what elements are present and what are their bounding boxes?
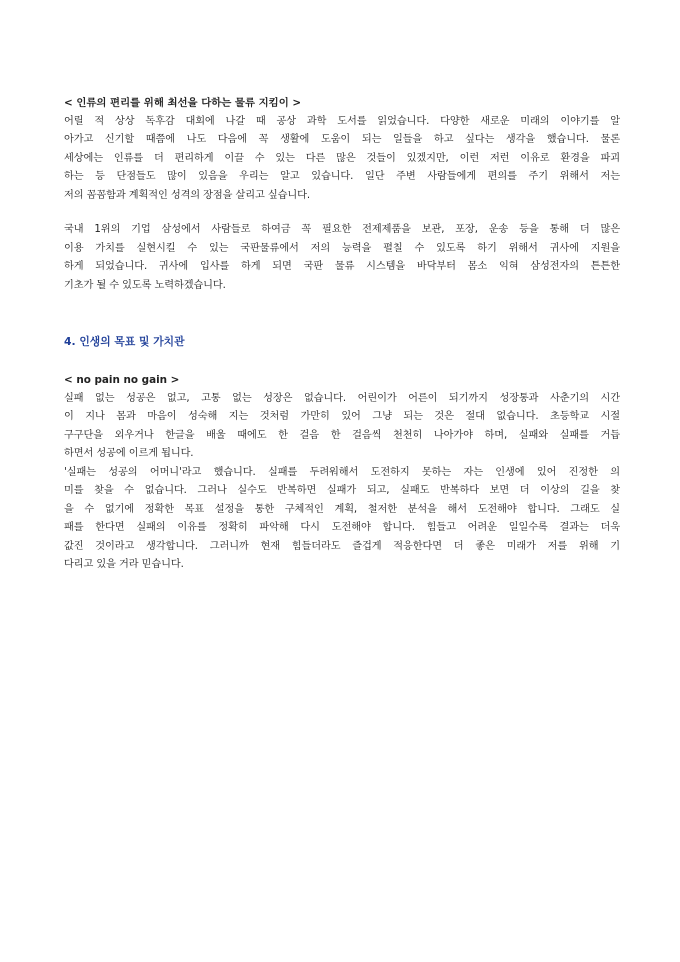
- paragraph-line: 값진 것이라고 생각합니다. 그러니까 현재 힘들더라도 즐겁게 적응한다면 더 좋은 미래가 저를 위해 기: [64, 540, 620, 552]
- paragraph-line: 국내 1위의 기업 삼성에서 사람들로 하여금 꼭 필요한 전제제품을 보관, 포장, 운송 등을 통해 더 많은: [64, 224, 620, 235]
- paragraph-line: 미를 찾을 수 없습니다. 그러나 실수도 반복하면 실패가 되고, 실패도 반복하다 보면 더 이상의 길을 찾: [64, 485, 620, 496]
- paragraph-line: 다리고 있을 거라 믿습니다.: [64, 559, 184, 570]
- essay-block-life-goals: [64, 371, 620, 575]
- paragraph-line: 하면서 성공에 이르게 됩니다.: [64, 448, 194, 459]
- paragraph-line: 이용 가치를 실현시킬 수 있는 국판물류에서 저의 능력을 펼칠 수 있도록 하기 위해서 귀사에 지원을: [64, 242, 620, 254]
- paragraph-line: 구구단을 외우거나 한글을 배울 때에도 한 걸음 한 걸음씩 천천히 나아가야 하며, 실패와 실패를 거듭: [64, 429, 620, 441]
- paragraph-line: 세상에는 인류를 더 편리하게 이끌 수 있는 다른 많은 것들이 있겠지만, 이런 저런 이유로 환경을 파괴: [64, 152, 620, 164]
- paragraph-line: 실패 없는 성공은 없고, 고통 없는 성장은 없습니다. 어린이가 어른이 되기까지 성장통과 사춘기의 시간: [64, 392, 620, 404]
- paragraph-line: 어릴 적 상상 독후감 대회에 나갈 때 공상 과학 도서를 읽었습니다. 다양한 새로운 미래의 이야기를 알: [64, 115, 620, 127]
- essay-block-logistics: [64, 94, 620, 205]
- paragraph-line: 이 지나 몸과 마음이 성숙해 지는 것처럼 가만히 있어 그냥 되는 것은 절대 없습니다. 초등학교 시절: [64, 411, 620, 422]
- logistics-heading: < 인류의 편리를 위해 최선을 다하는 물류 지킴이 >: [64, 97, 302, 109]
- paragraph-line: 기초가 될 수 있도록 노력하겠습니다.: [64, 279, 226, 291]
- paragraph-line: 하는 등 단점들도 많이 있음을 우리는 알고 있습니다. 일단 주변 사람들에게 편의를 주기 위해서 저는: [64, 171, 620, 182]
- paragraph-line: 저의 꼼꼼함과 계획적인 성격의 장점을 살리고 싶습니다.: [64, 189, 311, 201]
- paragraph-line: '실패는 성공의 어머니'라고 했습니다. 실패를 두려워해서 도전하지 못하는 자는 인생에 있어 진정한 의: [64, 466, 620, 478]
- paragraph-line: 을 수 없기에 정확한 목표 설정을 통한 구체적인 계획, 철저한 분석을 해서 도전해야 합니다. 그래도 실: [64, 503, 620, 515]
- no-pain-heading: < no pain no gain >: [64, 374, 180, 386]
- paragraph-line: 아가고 신기할 때쯤에 나도 다음에 꼭 생활에 도움이 되는 일들을 하고 싶다는 생각을 했습니다. 물론: [64, 134, 620, 145]
- paragraph-line: 하게 되었습니다. 귀사에 입사를 하게 되면 국판 물류 시스템을 바닥부터 몸소 익혀 삼성전자의 튼튼한: [64, 261, 620, 272]
- essay-block-application: [64, 221, 620, 295]
- paragraph-line: 패를 한다면 실패의 이유를 정확히 파악해 다시 도전해야 합니다. 힘들고 어려운 일일수록 결과는 더욱: [64, 522, 620, 533]
- section-title: 4. 인생의 목표 및 가치관: [64, 335, 185, 348]
